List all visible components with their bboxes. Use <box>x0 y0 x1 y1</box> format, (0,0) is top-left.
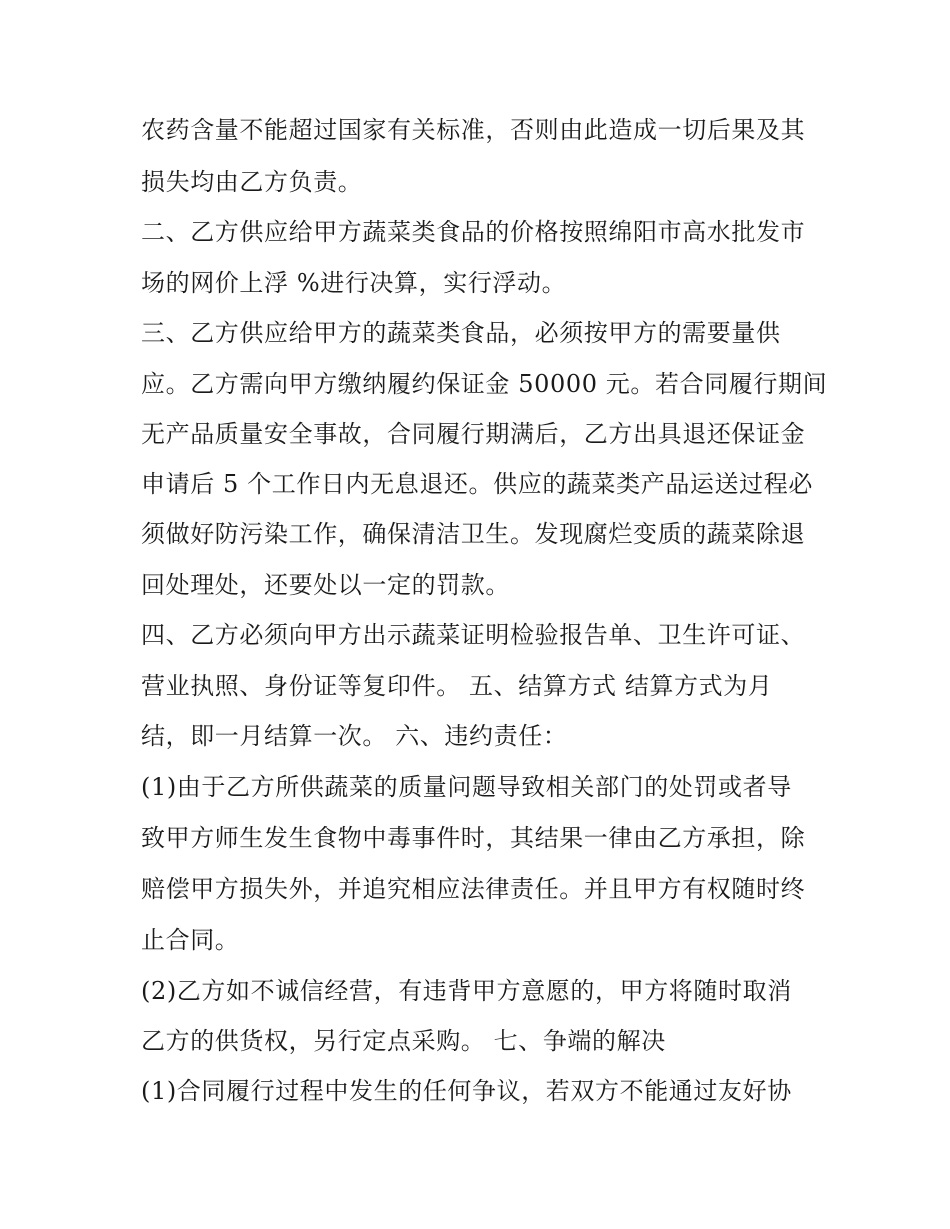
text-line: (1)合同履行过程中发生的任何争议，若双方不能通过友好协 <box>141 1077 792 1105</box>
text-line: 农药含量不能超过国家有关标准，否则由此造成一切后果及其 <box>141 116 806 144</box>
text-line: 无产品质量安全事故，合同履行期满后，乙方出具退还保证金 <box>141 420 806 448</box>
text-line: 止合同。 <box>141 926 240 954</box>
text-line: 营业执照、身份证等复印件。 五、结算方式 结算方式为月 <box>141 672 773 700</box>
text-line: 申请后 5 个工作日内无息退还。供应的蔬菜类产品运送过程必 <box>141 470 813 498</box>
text-line: (2)乙方如不诚信经营，有违背甲方意愿的，甲方将随时取消 <box>141 977 792 1005</box>
text-line: 应。乙方需向甲方缴纳履约保证金 50000 元。若合同履行期间 <box>141 370 828 398</box>
text-line: 二、乙方供应给甲方蔬菜类食品的价格按照绵阳市高水批发市 <box>141 218 806 246</box>
text-line: 赔偿甲方损失外，并追究相应法律责任。并且甲方有权随时终 <box>141 875 806 903</box>
text-line: 乙方的供货权，另行定点采购。 七、争端的解决 <box>141 1027 666 1055</box>
text-line: (1)由于乙方所供蔬菜的质量问题导致相关部门的处罚或者导 <box>141 773 792 801</box>
text-line: 结，即一月结算一次。 六、违约责任： <box>141 722 568 750</box>
text-line: 场的网价上浮 %进行决算，实行浮动。 <box>141 269 567 297</box>
text-line: 须做好防污染工作，确保清洁卫生。发现腐烂变质的蔬菜除退 <box>141 520 806 548</box>
text-line: 损失均由乙方负责。 <box>141 168 363 196</box>
text-line: 回处理处，还要处以一定的罚款。 <box>141 571 510 599</box>
text-line: 四、乙方必须向甲方出示蔬菜证明检验报告单、卫生许可证、 <box>141 621 806 649</box>
text-line: 三、乙方供应给甲方的蔬菜类食品，必须按甲方的需要量供 <box>141 319 781 347</box>
text-line: 致甲方师生发生食物中毒事件时，其结果一律由乙方承担，除 <box>141 824 806 852</box>
